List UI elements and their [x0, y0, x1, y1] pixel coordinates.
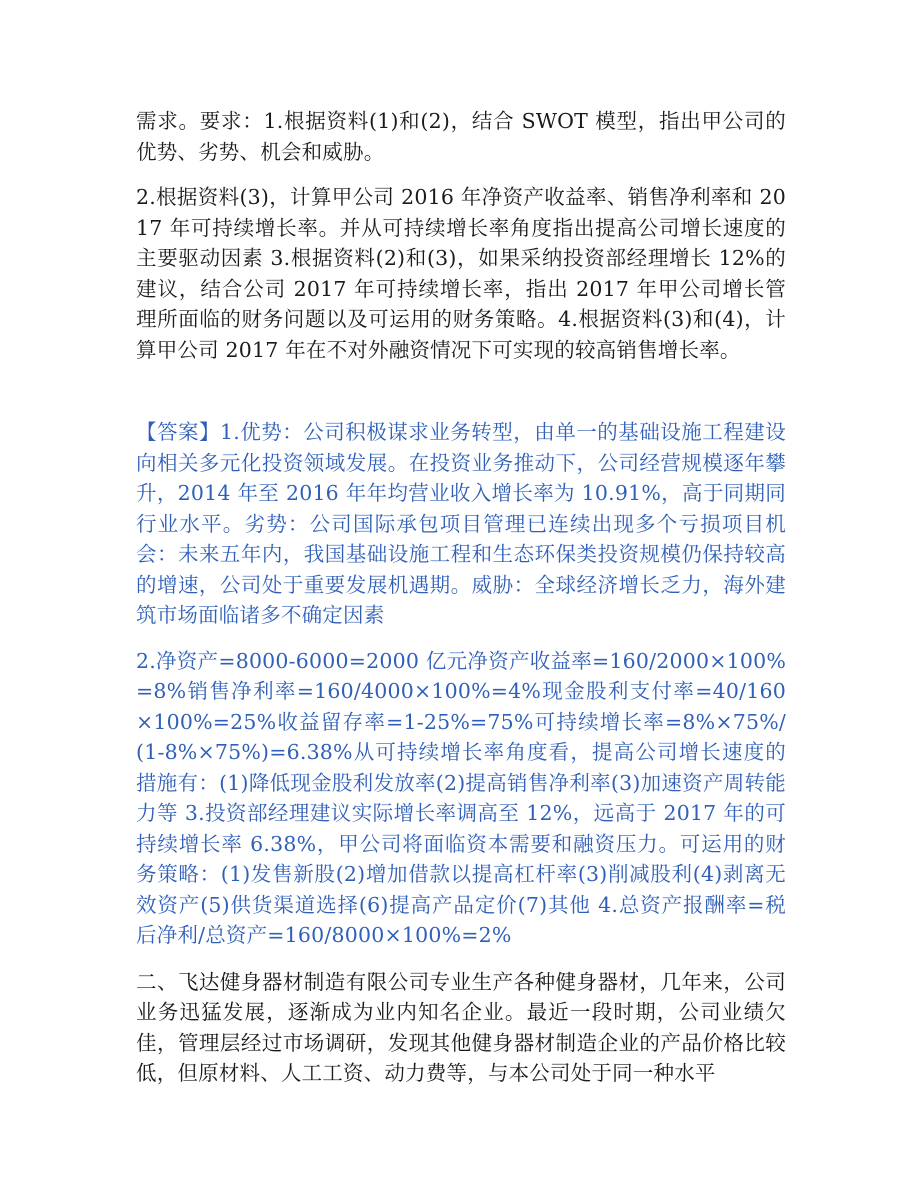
- question-paragraph-2: 2.根据资料(3)，计算甲公司 2016 年净资产收益率、销售净利率和 2017 年可持续增长率。并从可持续增长率角度指出提高公司增长速度的主要驱动因素 3.根据资料(2)和(3)，如果采纳投资部经理增长 12%的建议，结合公司 2017 年可持续增长率，指出 2017 年甲公司增长管理所面临的财务问题以及可运用的财务策略。4.根据资料(3)和(4)，计算甲公司 2017 年在不对外融资情况下可实现的较高销售增长率。: [136, 185, 786, 362]
- answer-text-1: 1.优势：公司积极谋求业务转型，由单一的基础设施工程建设向相关多元化投资领域发展。在投资业务推动下，公司经营规模逐年攀升，2014 年至 2016 年年均营业收入增长率为 10.91%，高于同期同行业水平。劣势：公司国际承包项目管理已连续出现多个亏损项目机会：未来五年内，我国基础设施工程和生态环保类投资规模仍保持较高的增速，公司处于重要发展机遇期。威胁：全球经济增长乏力，海外建筑市场面临诸多不确定因素: [136, 420, 786, 627]
- answer-paragraph-2: 2.净资产=8000-6000=2000 亿元净资产收益率=160/2000×100%=8%销售净利率=160/4000×100%=4%现金股利支付率=40/160×100%=25%收益留存率=1-25%=75%可持续增长率=8%×75%/(1-8%×75%)=6.38%从可持续增长率角度看，提高公司增长速度的措施有：(1)降低现金股利发放率(2)提高销售净利率(3)加速资产周转能力等 3.投资部经理建议实际增长率调高至 12%，远高于 2017 年的可持续增长率 6.38%，甲公司将面临资本需要和融资压力。可运用的财务策略：(1)发售新股(2)增加借款以提高杠杆率(3)削减股利(4)剥离无效资产(5)供货渠道选择(6)提高产品定价(7)其他 4.总资产报酬率=税后净利/总资产=160/8000×100%=2%: [136, 648, 786, 947]
- answer-paragraph-1: [136, 417, 786, 631]
- next-question-paragraph: 二、飞达健身器材制造有限公司专业生产各种健身器材，几年来，公司业务迅猛发展，逐渐成为业内知名企业。最近一段时期，公司业绩欠佳，管理层经过市场调研，发现其他健身器材制造企业的产品价格比较低，但原材料、人工工资、动力费等，与本公司处于同一种水平: [136, 969, 786, 1085]
- document-page: [136, 106, 786, 1089]
- question-paragraph-1: 需求。要求：1.根据资料(1)和(2)，结合 SWOT 模型，指出甲公司的优势、劣势、机会和威胁。: [136, 109, 786, 164]
- answer-label: 【答案】: [136, 420, 221, 444]
